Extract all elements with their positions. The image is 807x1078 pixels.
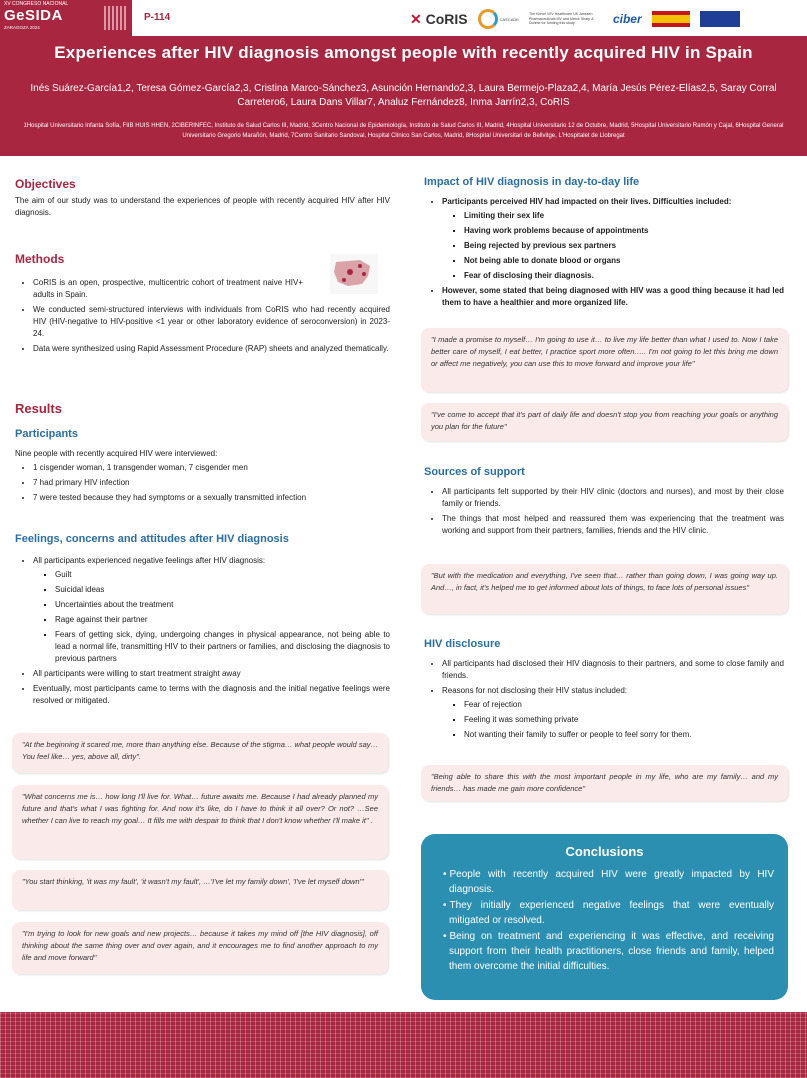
list-item: • 1 cisgender woman, 1 transgender woman, 7 cisgender men <box>33 462 390 474</box>
list-item: • Data were synthesized using Rapid Assessment Procedure (RAP) sheets and analyzed thematically. <box>33 343 390 355</box>
list-item: ▪ Not wanting their family to suffer or people to feel sorry for them. <box>464 729 784 741</box>
methods-heading: Methods <box>15 252 65 266</box>
quote-box: "I'm trying to look for new goals and new projects… because it takes my mind off [the HIV diagnosis], off thinking about the same thing over and over again, and it encourages me to find another approach to my life and move forward" <box>12 922 388 974</box>
quote-box: "What concerns me is… how long I'll live for. What… future awaits me. Because I had already planned my future and that's what I was fighting for. And now it's like, do I have to think it all over? Or not? …See whether I can live to reach my goal… It fills me with despair to think that I don't know whether I'll make it" . <box>12 785 388 859</box>
list-item: • CoRIS is an open, prospective, multicentric cohort of treatment naive HIV+ adults in Spain. <box>33 277 303 301</box>
list-item: ▪ Fear of disclosing their diagnosis. <box>464 270 784 282</box>
list-item: • Participants perceived HIV had impacted on their lives. Difficulties included: <box>442 196 784 208</box>
ciber-logo <box>613 12 642 26</box>
results-section <box>15 401 390 416</box>
support-section <box>424 466 784 540</box>
affiliations: 1Hospital Universitario Infanta Sofía, FIIB HUIS HHEN, 2CIBERINFEC, Instituto de Salud Carlos III, Madrid, 3Centro Nacional de Epidemiología, Instituto de Salud Carlos III, Madrid, 4Hospital Universitario 12 de Octubre, Madrid, 5Hospital Universitario Ramón y Cajal, 6Hospital General Universitario Gregorio Marañón, Madrid, 7Centro Sanitario Sandoval, Hospital Clínico San Carlos, Madrid, 8Hospital Universitari de Bellvitge, L'Hospitalet de Llobregat <box>23 123 784 139</box>
ciber-wordmark: ciber <box>612 12 642 26</box>
list-item: ▪ Having work problems because of appointments <box>464 225 784 237</box>
objectives-text: The aim of our study was to understand the experiences of people with recently acquired HIV after HIV diagnosis. <box>15 196 390 217</box>
participants-heading: Participants <box>15 428 78 440</box>
list-item: ▪ Suicidal ideas <box>55 584 390 596</box>
list-item: • However, some stated that being diagnosed with HIV was a good thing because it had led them to have a healthier and more organized life. <box>442 285 784 309</box>
list-item: ▪ Being rejected by previous sex partners <box>464 240 784 252</box>
poster-header <box>0 36 807 156</box>
gesida-logo <box>0 0 132 36</box>
author-list: Inés Suárez-García1,2, Teresa Gómez-García2,3, Cristina Marco-Sánchez3, Asunción Hernando2,3, Laura Bermejo-Plaza2,4, María Jesús Pérez-Elías2,5, Saray Corral Carretero6, Laura Dans Villar7, Analuz Fernández8, Inma Jarrín2,3, CoRIS <box>30 83 777 108</box>
coris-logo <box>410 11 468 28</box>
list-item: • All participants felt supported by their HIV clinic (doctors and nurses), and most by their close family or friends. <box>442 486 784 510</box>
poster-id: P-114 <box>144 12 171 23</box>
quote-box: "At the beginning it scared me, more than anything else. Because of the stigma… what people would say… You feel like… yes, above all, dirty". <box>12 733 388 773</box>
gesida-subtitle: ZARAGOZA 2024 <box>4 25 40 30</box>
eu-flag-icon <box>700 11 740 27</box>
impact-heading: Impact of HIV diagnosis in day-to-day life <box>424 176 640 188</box>
support-heading: Sources of support <box>424 466 525 478</box>
list-item: • Being on treatment and experiencing it was effective, and receiving support from their health practitioners, close friends and family, helped them overcome the initial difficulties. <box>443 929 774 974</box>
conclusions-box <box>421 834 788 1000</box>
objectives-section <box>15 177 390 219</box>
poster-title: Experiences after HIV diagnosis amongst people with recently acquired HIV in Spain <box>54 43 753 62</box>
congress-line: XV CONGRESO NACIONAL <box>4 1 69 7</box>
list-item: • All participants had disclosed their HIV diagnosis to their partners, and some to close family and friends. <box>442 658 784 682</box>
methods-section <box>15 252 327 266</box>
feelings-heading: Feelings, concerns and attitudes after HIV diagnosis <box>15 533 289 545</box>
list-item: ▪ Rage against their partner <box>55 614 390 626</box>
list-item: • 7 had primary HIV infection <box>33 477 390 489</box>
feelings-section <box>15 533 390 710</box>
list-item: ▪ Not being able to donate blood or organs <box>464 255 784 267</box>
list-item: • They initially experienced negative feelings that were eventually mitigated or resolved. <box>443 898 774 928</box>
list-item: • People with recently acquired HIV were greatly impacted by HIV diagnosis. <box>443 867 774 897</box>
list-item: • Reasons for not disclosing their HIV status included: <box>442 685 784 697</box>
footer-band <box>0 1012 807 1078</box>
quote-box: "You start thinking, 'it was my fault', 'it wasn't my fault', …'I've let my family down', 'I've let myself down'" <box>12 870 388 910</box>
spain-map-icon <box>330 254 378 294</box>
footer-pattern-icon <box>0 1012 807 1078</box>
list-item: • 7 were tested because they had symptoms or a sexually transmitted infection <box>33 492 390 504</box>
quote-box: "I made a promise to myself… I'm going to use it… to live my life better than what I used to. Now I take better care of myself, I eat better, I practice sport more often….. I'm not going to let this bring me down or affect me negatively, you can use this to move forward and improve your life" <box>421 328 788 392</box>
gesida-pattern-icon <box>104 6 128 30</box>
list-item: • All participants were willing to start treatment straight away <box>33 668 390 680</box>
list-item: ▪ Uncertainties about the treatment <box>55 599 390 611</box>
list-item: • Eventually, most participants came to terms with the diagnosis and the initial negative feelings were resolved or mitigated. <box>33 683 390 707</box>
quote-box: "I've come to accept that it's part of daily life and doesn't stop you from reaching your goals or anything you plan for the future" <box>421 403 788 441</box>
participants-section <box>15 428 390 507</box>
list-item: ▪ Feeling it was something private <box>464 714 784 726</box>
participants-intro: Nine people with recently acquired HIV were interviewed: <box>15 449 218 458</box>
gesida-wordmark: GeSIDA <box>4 7 63 24</box>
quote-box: "But with the medication and everything, I've seen that… rather than going down, I was going way up. And…, in fact, it's helped me to get informed about lots of things, to face lots of personal issues" <box>421 564 788 614</box>
disclosure-section <box>424 638 784 744</box>
funding-text: The Klevel V/IV Healthcare UK Janssen Pharmaceuticals MV and Merck Sharp & Dohme for funding this study. <box>528 12 594 26</box>
disclosure-heading: HIV disclosure <box>424 638 501 650</box>
cascade-label: CASCADE <box>499 16 519 22</box>
quote-box: "Being able to share this with the most important people in my life, who are my family… and my friends… has made me gain more confidence" <box>421 765 788 801</box>
list-item: ▪ Fears of getting sick, dying, undergoing changes in physical appearance, not being able to lead a normal life, transmitting HIV to their partners or families, and disclosing the diagnosis to previous partners <box>55 629 390 665</box>
impact-section <box>424 176 784 312</box>
coris-x-icon: ✕ <box>410 10 422 27</box>
list-item: ▪ Guilt <box>55 569 390 581</box>
sponsor-logos <box>410 8 776 30</box>
conclusions-heading: Conclusions <box>565 844 644 859</box>
objectives-heading: Objectives <box>15 177 76 191</box>
coris-wordmark: CoRIS <box>425 10 468 27</box>
list-item: • All participants experienced negative feelings after HIV diagnosis: <box>33 555 390 567</box>
cascade-logo-icon <box>478 9 498 29</box>
government-logo-icon <box>652 11 690 27</box>
list-item: ▪ Fear of rejection <box>464 699 784 711</box>
logo-bar <box>0 0 807 36</box>
results-heading: Results <box>15 401 62 416</box>
list-item: • We conducted semi-structured interviews with individuals from CoRIS who had recently acquired HIV (HIV-negative to HIV-positive <1 year or other laboratory evidence of seroconversion) in 2023-24. <box>33 304 390 340</box>
list-item: ▪ Limiting their sex life <box>464 210 784 222</box>
list-item: • The things that most helped and reassured them was experiencing that the treatment was working and support from their partners, families, friends and the HIV clinic. <box>442 513 784 537</box>
